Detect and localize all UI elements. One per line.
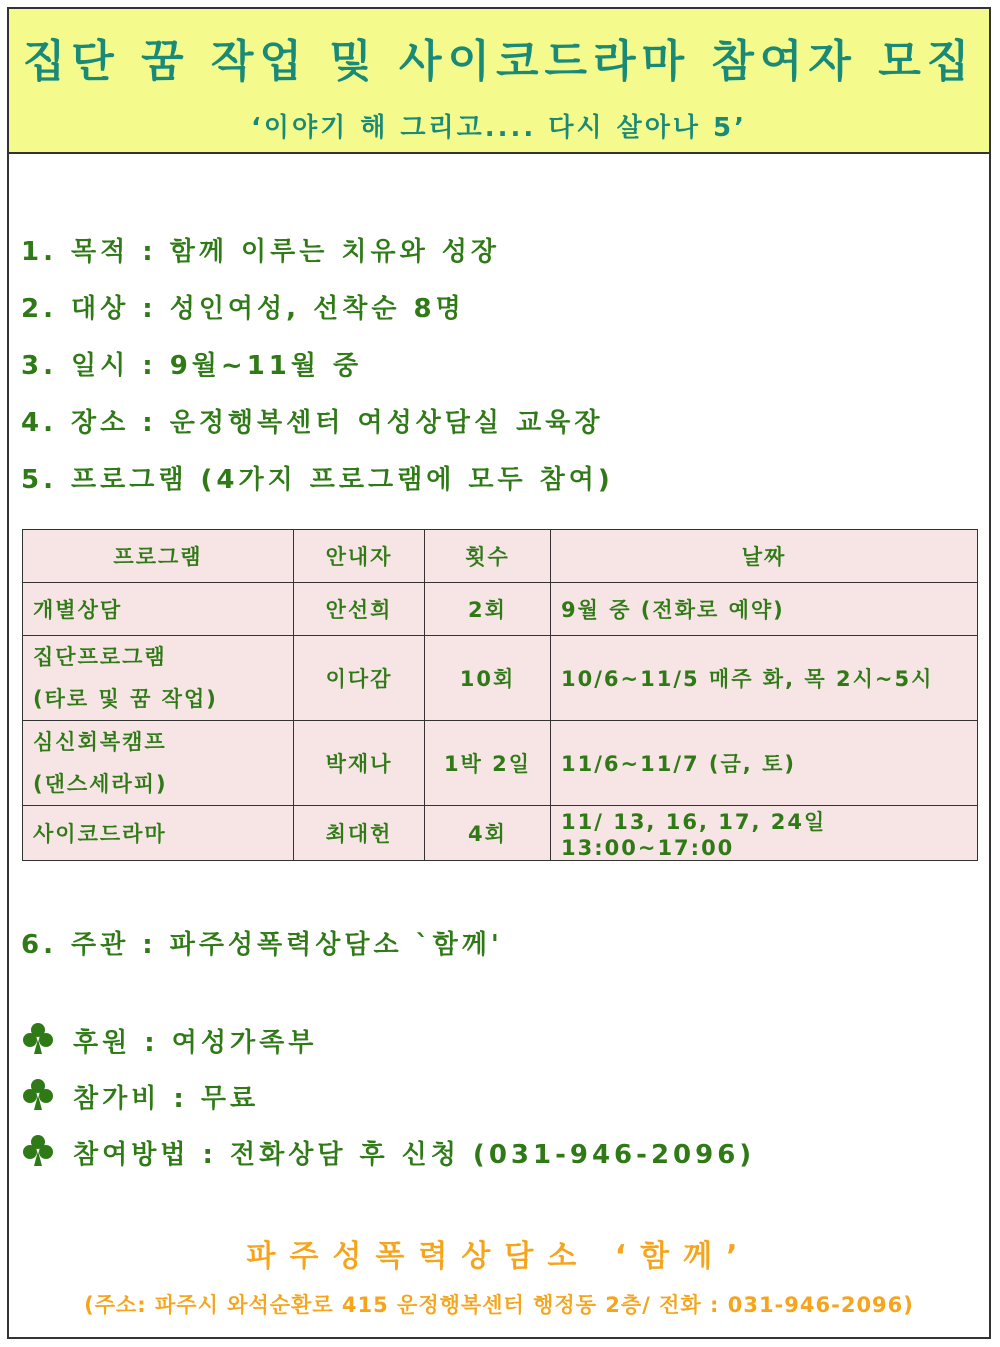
cell-program: 집단프로그램 (타로 및 꿈 작업)	[23, 636, 294, 721]
cell-date: 11/ 13, 16, 17, 24일 13:00~17:00	[551, 806, 978, 861]
cell-program: 개별상담	[23, 583, 294, 636]
poster-frame	[7, 7, 991, 1339]
column-header-count: 횟수	[425, 530, 551, 583]
cell-date: 9월 중 (전화로 예약)	[551, 583, 978, 636]
program-table	[22, 529, 978, 861]
column-header-guide: 안내자	[294, 530, 425, 583]
poster-subtitle: ‘이야기 해 그리고.... 다시 살아나 5’	[250, 113, 747, 143]
note-fee: 참가비 : 무료	[21, 1077, 259, 1115]
cell-guide: 최대헌	[294, 806, 425, 861]
club-icon	[21, 1021, 55, 1055]
cell-count: 1박 2일	[425, 721, 551, 806]
column-header-program: 프로그램	[23, 530, 294, 583]
cell-count: 10회	[425, 636, 551, 721]
footer-address: (주소: 파주시 와석순환로 415 운정행복센터 행정동 2층/ 전화 : 031-946-2096)	[84, 1293, 914, 1317]
club-icon	[21, 1077, 55, 1111]
cell-program: 사이코드라마	[23, 806, 294, 861]
table-row	[23, 583, 978, 636]
table-row	[23, 636, 978, 721]
item-purpose: 1. 목적 : 함께 이루는 치유와 성장	[21, 237, 501, 267]
note-method: 참여방법 : 전화상담 후 신청 (031-946-2096)	[21, 1133, 755, 1171]
cell-guide: 이다감	[294, 636, 425, 721]
cell-guide: 박재나	[294, 721, 425, 806]
item-host: 6. 주관 : 파주성폭력상담소 `함께'	[21, 930, 503, 960]
cell-guide: 안선희	[294, 583, 425, 636]
note-sponsor: 후원 : 여성가족부	[21, 1021, 317, 1059]
cell-date: 11/6~11/7 (금, 토)	[551, 721, 978, 806]
cell-program: 심신회복캠프 (댄스세라피)	[23, 721, 294, 806]
table-header-row	[23, 530, 978, 583]
cell-count: 2회	[425, 583, 551, 636]
table-row	[23, 806, 978, 861]
footer-org: 파주성폭력상담소 ‘함께’	[246, 1239, 752, 1274]
cell-count: 4회	[425, 806, 551, 861]
poster-title: 집단 꿈 작업 및 사이코드라마 참여자 모집	[22, 36, 976, 87]
club-icon	[21, 1133, 55, 1167]
header-banner	[9, 9, 989, 154]
item-schedule: 3. 일시 : 9월~11월 중	[21, 351, 363, 381]
cell-date: 10/6~11/5 매주 화, 목 2시~5시	[551, 636, 978, 721]
item-program: 5. 프로그램 (4가지 프로그램에 모두 참여)	[21, 465, 614, 495]
table-row	[23, 721, 978, 806]
item-place: 4. 장소 : 운정행복센터 여성상담실 교육장	[21, 408, 604, 438]
column-header-date: 날짜	[551, 530, 978, 583]
item-target: 2. 대상 : 성인여성, 선착순 8명	[21, 294, 465, 324]
